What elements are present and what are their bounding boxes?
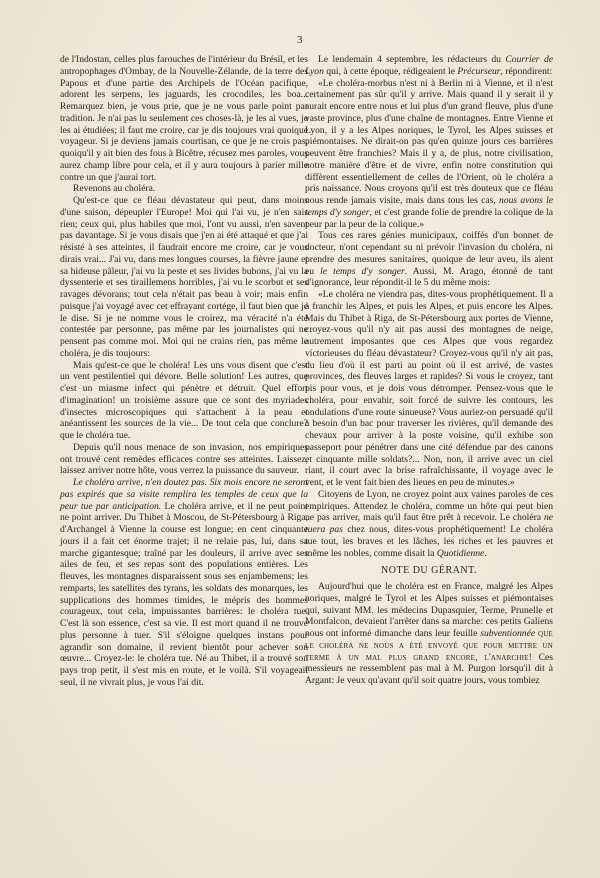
right-column: [305, 54, 553, 687]
paragraph: «Le choléra ne viendra pas, dites-vous prophétiquement. Il a à franchir les Alpes, et puis les Alpes, et puis encore les Alpes. Mais du Thibet à Riga, de St-Pétersbourg aux portes de Vienne, croyez-vous qu'il n'y ait pas aussi des montagnes de neige, autrement imposantes que ces Alpes que vous regardez victorieuses du fléau dévastateur? Croyez-vous qu'il n'y ait pas, du lieu d'où il est parti au point où il est arrivé, de vastes provinces, des fleuves larges et rapides? Si vous le croyez, tant pis pour vous, et je dois vous détromper. Pensez-vous que le choléra, pour envahir, soit forcé de suivre les contours, les ondulations d'une route sinueuse? Vous auriez-on persuadé qu'il a besoin d'un bac pour traverser les rivières, qu'il demande des chevaux pour arriver à la poste voisine, qu'il exhibe son passeport pour pénétrer dans une cité défendue par des canons et cinquante mille soldats?... Non, non, il arrive avec un ciel riant, il court avec la brise rafraîchissante, il voyage avec le vent, et le vent fait bien des lieues en peu de minutes.»: [305, 289, 553, 488]
paragraph: Mais qu'est-ce que le choléra! Les uns vous disent que c'est un vent pestilentiel qui dévore. Belle solution! Les autres, que c'est un miasme infect qui pénètre et détruit. Quel effort d'imagination! un troisième assure que ce sont des myriades d'insectes microscopiques qui s'attachent à la peau et anéantissent les sources de la vie... De tout cela que conclure? que le choléra tue.: [60, 359, 308, 441]
paragraph: Depuis qu'il nous menace de son invasion, nos empiriques ont trouvé cent remèdes efficaces contre ses atteintes. Laissez, laissez arriver notre hôte, vous verrez la puissance du sauveur.: [60, 441, 308, 477]
paragraph: Tous ces rares génies municipaux, coiffés d'un bonnet de docteur, n'ont cependant su ni prévoir l'invasion du choléra, ni prendre des mesures sanitaires, quoique de leur aveu, ils aient eu le temps d'y songer. Aussi, M. Arago, étonné de tant d'ignorance, leur répondit-il le 5 du même mois:: [305, 230, 553, 289]
paragraph: Citoyens de Lyon, ne croyez point aux vaines paroles de ces empiriques. Attendez le choléra, comme un hôte qui peut bien ne pas arriver, mais qu'il faut être prêt à recevoir. Le choléra ne tuera pas chez nous, dites-vous prophétiquement! Le choléra tue tout, les braves et les lâches, les riches et les pauvres et même les nobles, comme disait la Quotidienne.: [305, 488, 553, 559]
paragraph: Revenons au choléra.: [73, 183, 156, 195]
section-heading: NOTE DU GÉRANT.: [381, 565, 477, 577]
paragraph: de l'Indostan, celles plus farouches de l'intérieur du Brésil, et les antropophages d'Ombay, de la Nouvelle-Zélande, de la terre des Papous et d'une partie des Archipels de l'Océan pacifique, adorent les serpens, les jaguards, les crocodiles, les boa... Remarquez bien, je vous prie, que je ne vous parle point par tradition. Je n'ai pas lu seulement ces choses-là, je les ai vues, je les ai étudiées; il faut me croire, car je dis toujours vrai quoique voyageur. Si je deviens jamais courtisan, ce que je ne crois pas, quoiqu'il y ait bien des fous à Bicêtre, récusez mes paroles, vous aurez champ libre pour cela, et il y aura toujours à parier mille contre un que j'aurai tort.: [60, 54, 308, 183]
paragraph: Le choléra arrive, n'en doutez pas. Six mois encore ne seront pas expirés que sa visite remplira les temples de ceux que la peur tue par anticipation. Le choléra arrive, et il ne peut point ne point arriver. Du Thibet à Moscou, de St-Pétersbourg à Riga, d'Archangel à Vienne la course est longue; en cent cinquante jours il a fait cet énorme trajet; il ne relaie pas, lui, dans sa marche gigantesque; traîné par les douleurs, il arrive avec ses ailes de feu, et ses repas sont des populations entières. Les fleuves, les montagnes disparaissent sous ses enjambemens; les remparts, les satellites des tyrans, les soldats des monarques, les supplications des hommes timides, le mépris des hommes courageux, tout cela, impuissantes barrières: le choléra tue. C'est là son essence, c'est sa vie. Il est mort quand il ne trouve plus personne à tuer. S'il s'éloigne quelques instans pour agrandir son domaine, il revient bientôt pour achever son œuvre... Croyez-le: le choléra tue. Né au Thibet, il a trouvé son pays trop petit, il s'est mis en route, et le voilà. S'il voyageait seul, il ne vivrait plus, je vous l'ai dit.: [60, 477, 308, 688]
left-column: [60, 54, 308, 689]
paragraph: Aujourd'hui que le choléra est en France, malgré les Alpes noriques, malgré le Tyrol et les Alpes suisses et piémontaises qui, suivant MM. les médecins Dupasquier, Terme, Prunelle et Montfalcon, devaient l'arrêter dans sa marche: ces petits Galiens nous ont informé dimanche dans leur feuille subventionnée que le choléra ne nous a été envoyé que pour mettre un terme à un mal plus grand encore, l'anarchie! Ces messieurs ne ressemblent pas mal à M. Purgon lorsqu'il dit à Argant: Je veux qu'avant qu'il soit quatre jours, vous tombiez: [305, 581, 553, 686]
page-number: 3: [297, 34, 303, 46]
paragraph: Le lendemain 4 septembre, les rédacteurs du Courrier de Lyon qui, à cette époque, rédigeaient le Précurseur, répondirent:: [305, 54, 553, 77]
paragraph: Qu'est-ce que ce fléau dévastateur qui peut, dans moins d'une saison, dépeupler l'Europe! Moi qui l'ai vu, je n'en sais rien; ceux qui, plus habiles que moi, l'ont vu aussi, n'en savent pas davantage. Si je vous disais que j'en ai été attaqué et que j'ai résisté à ses atteintes, il faudrait encore me croire, car je vous dirais vrai... J'ai vu, dans mes longues courses, la fièvre jaune et sa hideuse pâleur, j'ai vu la peste et ses livides bubons, j'ai vu la dyssenterie et ses tiraillemens horribles, j'ai vu le scorbut et ses ravages dévorans; tout cela n'était pas beau à voir; mais enfin puisque j'ai voyagé avec cet effrayant cortége, il faut bien que je le dise. Si je ne nomme vous le croirez, ma véracité n'a été contestée par personne, pas même par les journalistes qui ne pensent pas comme moi. Moi qui ne crains rien, pas même le choléra, je dis toujours:: [60, 195, 308, 359]
paragraph: «Le choléra-morbus n'est ni à Berlin ni à Vienne, et il n'est certainement pas sûr qu'il y arrive. Mais quand il y serait il y aurait encore entre nous et lui plus d'un grand fleuve, plus d'une vaste province, plus d'une chaîne de montagnes. Entre Vienne et Lyon, il y a les Alpes noriques, le Tyrol, les Alpes suisses et piémontaises. Ne dirait-on pas qu'en quinze jours ces barrières peuvent être franchies? Mais il y a, de plus, notre civilisation, notre manière d'être et de vivre, enfin notre constitution qui diffèrent essentiellement de celles de l'Orient, où le choléra a pris naissance. Nous croyons qu'il est très douteux que ce fléau nous rende jamais visite, mais dans tous les cas, nous avons le temps d'y songer, et c'est grande folie de prendre la colique de la peur par la peur de la colique.»: [305, 77, 553, 230]
